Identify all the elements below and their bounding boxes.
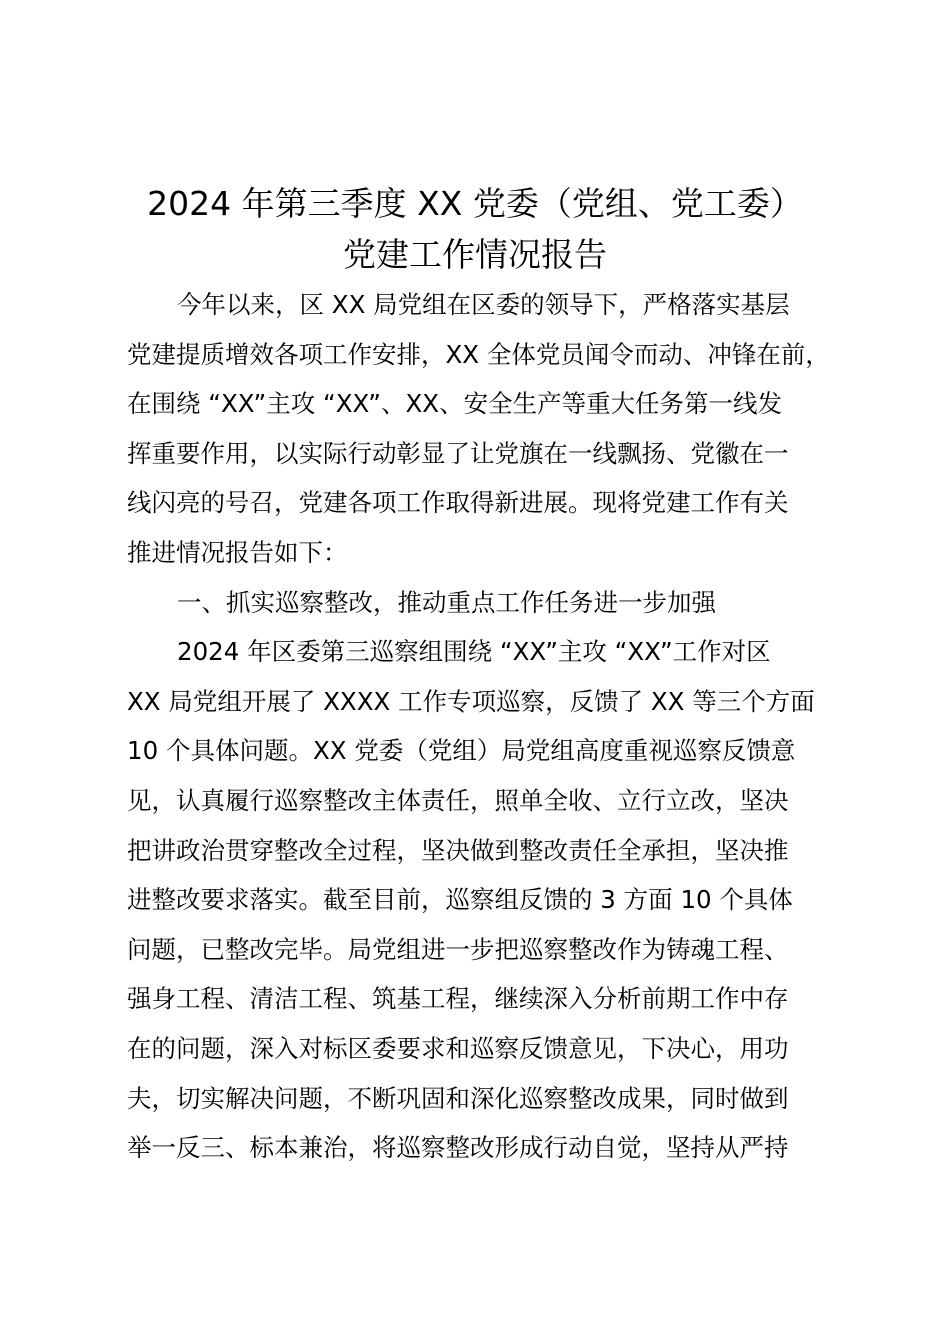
- paragraph-2-line-10: 夫，切实解决问题，不断巩固和深化巡察整改成果，同时做到: [127, 1083, 789, 1113]
- paragraph-2-line-4: 见，认真履行巡察整改主体责任，照单全收、立行立改，坚决: [127, 785, 789, 815]
- paragraph-2-line-11: 举一反三、标本兼治，将巡察整改形成行动自觉，坚持从严持: [127, 1133, 789, 1163]
- paragraph-2-line-1: 2024 年区委第三巡察组围绕 “XX”主攻 “XX”工作对区: [177, 637, 771, 667]
- paragraph-2-line-6: 进整改要求落实。截至目前，巡察组反馈的 3 方面 10 个具体: [127, 885, 793, 915]
- document-body: [127, 280, 847, 1173]
- document-title-line-2: 党建工作情况报告: [343, 235, 607, 274]
- paragraph-1-line-5: 线闪亮的号召，党建各项工作取得新进展。现将党建工作有关: [127, 488, 789, 518]
- paragraph-1-line-3: 在围绕 “XX”主攻 “XX”、XX、安全生产等重大任务第一线发: [127, 389, 783, 419]
- paragraph-1-line-4: 挥重要作用，以实际行动彰显了让党旗在一线飘扬、党徽在一: [127, 438, 789, 468]
- paragraph-2-line-9: 在的问题，深入对标区委要求和巡察反馈意见，下决心，用功: [127, 1033, 789, 1063]
- paragraph-1-line-6: 推进情况报告如下：: [127, 537, 348, 567]
- paragraph-1-line-2: 党建提质增效各项工作安排，XX 全体党员闻令而动、冲锋在前，: [127, 339, 830, 369]
- section-heading-1: 一、抓实巡察整改，推动重点工作任务进一步加强: [177, 587, 716, 617]
- paragraph-2-line-2: XX 局党组开展了 XXXX 工作专项巡察，反馈了 XX 等三个方面: [127, 686, 815, 716]
- paragraph-2-line-5: 把讲政治贯穿整改全过程，坚决做到整改责任全承担，坚决推: [127, 835, 789, 865]
- paragraph-2-line-8: 强身工程、清洁工程、筑基工程，继续深入分析前期工作中存: [127, 984, 789, 1014]
- paragraph-2-line-7: 问题，已整改完毕。局党组进一步把巡察整改作为铸魂工程、: [127, 934, 789, 964]
- document-title-line-1: 2024 年第三季度 XX 党委（党组、党工委）: [147, 184, 803, 223]
- paragraph-2-line-3: 10 个具体问题。XX 党委（党组）局党组高度重视巡察反馈意: [127, 736, 796, 766]
- paragraph-1-line-1: 今年以来，区 XX 局党组在区委的领导下，严格落实基层: [177, 290, 790, 319]
